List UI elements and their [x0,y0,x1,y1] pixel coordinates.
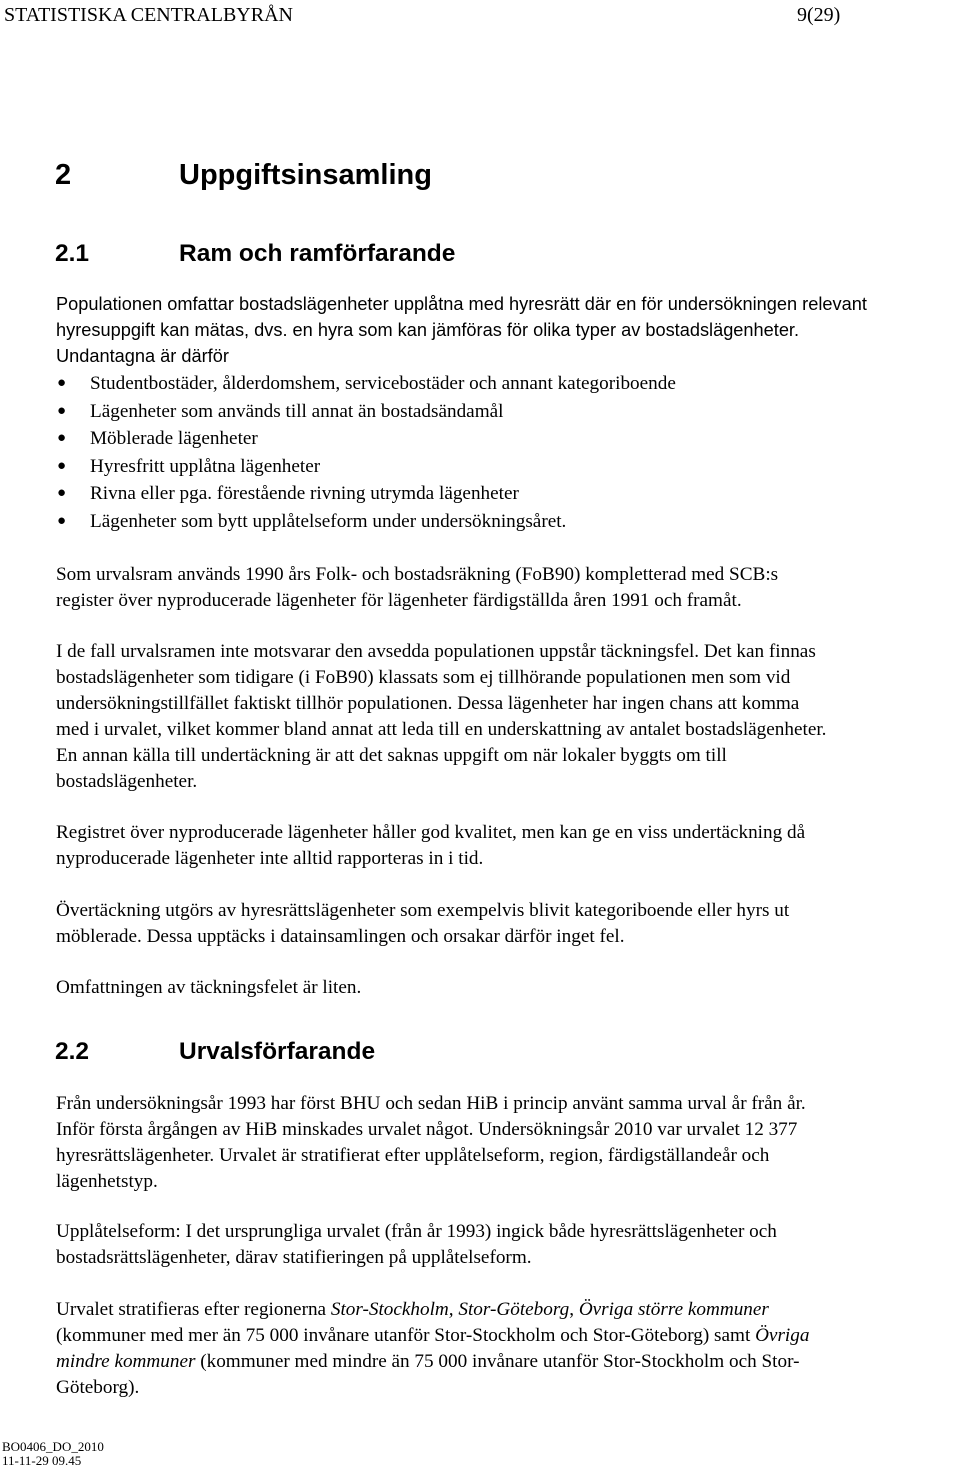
text-line: Urvalet stratifieras efter regionerna Stor-Stockholm, Stor-Göteborg, Övriga större kommuner [56,1299,769,1320]
text-line: undersökningstillfället faktiskt tillhör populationen. Dessa lägenheter har ingen chans att komma [56,693,800,714]
list-item: ● Hyresfritt upplåtna lägenheter [56,453,956,481]
text-line: nyproducerade lägenheter inte alltid rapporteras in i tid. [56,848,484,869]
text-line: Omfattningen av täckningsfelet är liten. [56,977,362,998]
region-name: Stor-Stockholm, Stor-Göteborg [330,1299,570,1320]
list-item: ● Möblerade lägenheter [56,425,956,453]
section-number: 2.1 [55,240,90,267]
text-line: Populationen omfattar bostadslägenheter upplåtna med hyresrätt där en för undersökningen relevant [56,294,867,314]
bullet-icon: ● [57,485,67,501]
list-item: ● Studentbostäder, ålderdomshem, servicebostäder och annant kategoriboende [56,370,956,398]
bullet-icon: ● [57,457,67,474]
region-name: mindre kommuner [56,1351,196,1372]
section-title: Ram och ramförfarande [179,240,456,267]
paragraph-urvalsram [56,562,956,614]
list-item: ● Rivna eller pga. förestående rivning utrymda lägenheter [56,480,956,508]
text-line: Inför första årgången av HiB minskades urvalet något. Undersökningsår 2010 var urvalet 12 377 [56,1119,798,1140]
footer-timestamp: 11-11-29 09.45 [2,1453,82,1468]
text-line: bostadsrättslägenheter, därav statifieringen på upplåtelseform. [56,1247,532,1268]
section-number: 2.2 [55,1038,90,1065]
footer [2,1440,104,1468]
paragraph-urval-history [56,1091,956,1195]
section-heading-2-1 [55,239,455,269]
text-line: hyresrättslägenheter. Urvalet är stratifierat efter upplåtelseform, region, färdigställandeår och [56,1145,770,1166]
exclusion-list [56,370,956,535]
text-line: Från undersökningsår 1993 har först BHU och sedan HiB i princip använt samma urval år från år. [56,1093,806,1114]
paragraph-regioner [56,1297,956,1401]
region-name: Övriga [755,1325,810,1346]
list-item: ● Lägenheter som bytt upplåtelseform under undersökningsåret. [56,508,956,536]
text-line: (kommuner med mer än 75 000 invånare utanför Stor-Stockholm och Stor-Göteborg) samt Övriga [56,1325,810,1346]
text-line: lägenhetstyp. [56,1171,158,1192]
text-line: Som urvalsram används 1990 års Folk- och bostadsräkning (FoB90) kompletterad med SCB:s [56,564,779,585]
bullet-icon: ● [57,402,67,419]
text-line: Registret över nyproducerade lägenheter håller god kvalitet, men kan ge en viss undertäckning då [56,822,806,843]
text-line: Göteborg). [56,1377,140,1398]
text-line: möblerade. Dessa upptäcks i datainsamlingen och orsakar därför inget fel. [56,926,625,947]
text-line: Undantagna är därför [56,346,229,366]
text-line: En annan källa till undertäckning är att det saknas uppgift om när lokaler byggts om till [56,745,727,766]
paragraph-omfattning [56,975,956,1001]
text-line: Övertäckning utgörs av hyresrättslägenheter som exempelvis blivit kategoriboende eller hyrs ut [56,900,790,921]
bullet-icon: ● [57,430,67,446]
section-number: 2 [55,159,72,191]
text-line: register över nyproducerade lägenheter för lägenheter färdigställda åren 1991 och framåt. [56,590,742,611]
section-title: Urvalsförfarande [179,1038,376,1065]
section-heading-2-2 [55,1037,375,1067]
region-name: Övriga större kommuner [578,1299,769,1320]
list-item: ● Lägenheter som används till annat än bostadsändamål [56,398,956,426]
text-line: hyresuppgift kan mätas, dvs. en hyra som kan jämföras för olika typer av bostadslägenheter. [56,320,800,340]
section-title: Uppgiftsinsamling [179,159,432,191]
text-line: Upplåtelseform: I det ursprungliga urvalet (från år 1993) ingick både hyresrättslägenheter och [56,1221,777,1242]
text-line: bostadslägenheter som tidigare (i FoB90) klassats som ej tillhörande populationen men som vid [56,667,791,688]
header-organization: STATISTISKA CENTRALBYRÅN [4,4,293,26]
bullet-icon: ● [57,375,67,391]
paragraph-upplatelseform [56,1219,956,1271]
header-page-number: 9(29) [797,4,841,26]
footer-doc-id: BO0406_DO_2010 [2,1439,104,1454]
text-line: bostadslägenheter. [56,771,198,792]
section-heading-2 [55,157,432,193]
paragraph-tackningsfel [56,639,956,795]
text-line: med i urvalet, vilket kommer bland annat att leda till en underskattning av antalet bostadslägenheter. [56,719,827,740]
bullet-icon: ● [57,512,67,529]
paragraph-overtackning [56,898,956,950]
paragraph-registret [56,820,956,872]
intro-paragraph [56,291,956,369]
text-line: mindre kommuner (kommuner med mindre än 75 000 invånare utanför Stor-Stockholm och Stor- [56,1351,800,1372]
text-line: I de fall urvalsramen inte motsvarar den avsedda populationen uppstår täckningsfel. Det kan finnas [56,641,816,662]
